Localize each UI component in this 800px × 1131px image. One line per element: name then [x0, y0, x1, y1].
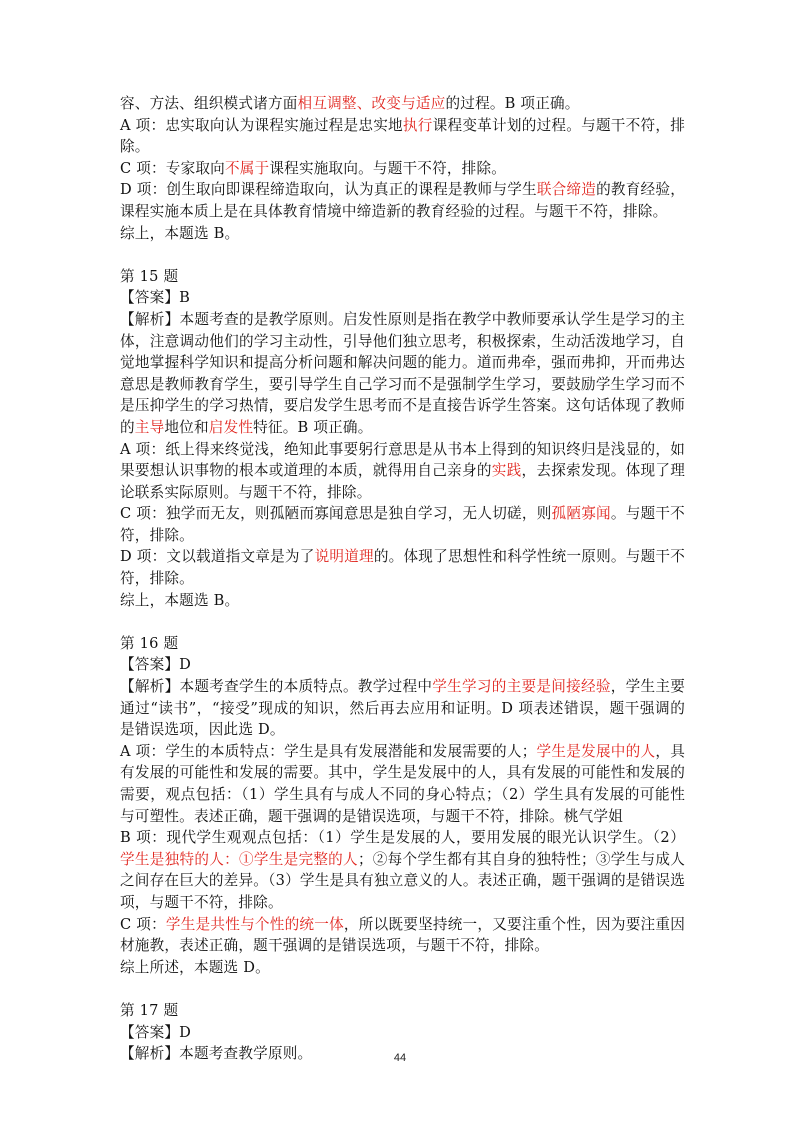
text-run: 容、方法、组织模式诸方面 [120, 95, 298, 112]
text-run: B 项：现代学生观观点包括：（1）学生是发展的人，要用发展的眼光认识学生。（2） [120, 829, 685, 847]
document-body [120, 93, 685, 1065]
text-run: 特征。B 项正确。 [253, 418, 373, 436]
text-run: ，学生主要通过“读书”，“接受”现成的知识，然后再去应用和证明。D 项表述错误，题干强调的是错误选项，因此选 D。 [120, 678, 686, 739]
paragraph [120, 179, 685, 222]
highlighted-text: 学生是独特的人：①学生是完整的人 [120, 850, 358, 868]
paragraph-gap [120, 244, 685, 266]
paragraph [120, 957, 685, 979]
text-run: A 项：学生的本质特点：学生是具有发展潜能和发展需要的人； [120, 742, 537, 760]
text-run: C 项：专家取向 [120, 159, 225, 177]
text-run: 的。体现了思想性和科学性统一原则。与题干不符，排除。 [120, 548, 685, 588]
paragraph-gap [120, 978, 685, 1000]
paragraph [120, 676, 685, 741]
text-run: 【解析】本题考查教学原则。 [120, 1045, 313, 1063]
paragraph [120, 827, 685, 913]
paragraph [120, 266, 685, 288]
paragraph [120, 93, 685, 115]
text-run: C 项： [120, 915, 166, 933]
page-number: 44 [393, 1052, 407, 1064]
text-run: 的教育经验，课程实施本质上是在具体教育情境中缔造新的教育经验的过程。与题干不符，排除。 [120, 181, 685, 220]
paragraph [120, 287, 685, 309]
highlighted-text: 执行 [402, 116, 433, 134]
text-run: 综上，本题选 B。 [120, 591, 240, 609]
highlighted-text: 主导 [134, 418, 165, 436]
text-run: ；②每个学生都有其自身的独特性；③学生与成人之间存在巨大的差异。（3）学生是具有独立意义的人。表述正确，题干强调的是错误选项，与题干不符，排除。 [120, 850, 686, 911]
highlighted-text: 相互调整、改变与适应 [297, 95, 446, 112]
text-run: 第 17 题 [120, 1001, 179, 1019]
text-run: D 项：创生取向即课程缔造取向，认为真正的课程是教师与学生 [120, 181, 537, 199]
text-run: 【答案】B [120, 289, 191, 307]
text-run: 地位和 [164, 418, 209, 436]
paragraph [120, 503, 685, 546]
paragraph [120, 914, 685, 957]
text-run: 【答案】D [120, 656, 192, 674]
highlighted-text: 不属于 [224, 159, 270, 177]
text-run: ，具有发展的可能性和发展的需要。其中，学生是发展中的人，具有发展的可能性和发展的需要，观点包括：（1）学生具有与成人不同的身心特点；（2）学生具有发展的可能性与可塑性。表述正确，题干强调的是错误选项，与题干不符，排除。桃气学姐 [120, 742, 686, 825]
text-run: 。与题干不符，排除。 [120, 505, 685, 544]
paragraph [120, 1000, 685, 1022]
paragraph [120, 741, 685, 827]
highlighted-text: 实践 [491, 462, 522, 480]
paragraph [120, 654, 685, 676]
paragraph [120, 546, 685, 589]
text-run: A 项：纸上得来终觉浅，绝知此事要躬行意思是从书本上得到的知识终归是浅显的，如果要想认识事物的根本或道理的本质，就得用自己亲身的 [120, 440, 685, 480]
paragraph [120, 439, 685, 504]
text-run: D 项：文以载道指文章是为了 [120, 548, 315, 566]
highlighted-text: 学生是发展中的人 [536, 742, 656, 760]
paragraph [120, 633, 685, 655]
text-run: ，所以既要坚持统一，又要注重个性，因为要注重因材施教，表述正确，题干强调的是错误选项，与题干不符，排除。 [120, 915, 686, 955]
paragraph [120, 223, 685, 245]
text-run: 综上所述，本题选 D。 [120, 958, 270, 976]
text-run: 第 16 题 [120, 634, 179, 652]
highlighted-text: 孤陋寡闻 [551, 505, 611, 523]
text-run: 【解析】本题考查学生的本质特点。教学过程中 [120, 678, 433, 696]
text-run: C 项：独学而无友，则孤陋而寡闻意思是独自学习，无人切磋，则 [120, 505, 552, 523]
highlighted-text: 学生学习的主要是间接经验 [432, 678, 611, 696]
text-run: 第 15 题 [120, 267, 179, 285]
text-run: 【解析】本题考查的是教学原则。启发性原则是指在教学中教师要承认学生是学习的主体，注意调动他们的学习主动性，引导他们独立思考，积极探索，生动活泼地学习，自觉地掌握科学知识和提高分析问题和解决问题的能力。道而弗牵，强而弗抑，开而弗达意思是教师教育学生，要引导学生自己学习而不是强制学生学习，要鼓励学生学习而不是压抑学生的学习热情，要启发学生思考而不是直接告诉学生答案。这句话体现了教师的 [120, 310, 685, 436]
highlighted-text: 说明道理 [314, 548, 374, 566]
text-run: 【答案】D [120, 1023, 192, 1041]
paragraph [120, 1022, 685, 1044]
paragraph [120, 115, 685, 158]
paragraph-gap [120, 611, 685, 633]
highlighted-text: 启发性 [208, 418, 254, 436]
paragraph [120, 309, 685, 439]
text-run: 课程变革计划的过程。与题干不符，排除。 [120, 116, 685, 156]
highlighted-text: 学生是共性与个性的统一体 [165, 915, 344, 933]
text-run: A 项：忠实取向认为课程实施过程是忠实地 [120, 116, 403, 134]
text-run: 的过程。B 项正确。 [445, 95, 580, 112]
text-run: 综上，本题选 B。 [120, 224, 240, 242]
highlighted-text: 联合缔造 [536, 181, 597, 199]
paragraph [120, 158, 685, 180]
text-run: ，去探索发现。体现了理论联系实际原则。与题干不符，排除。 [120, 462, 685, 501]
paragraph [120, 590, 685, 612]
text-run: 课程实施取向。与题干不符，排除。 [269, 159, 507, 177]
